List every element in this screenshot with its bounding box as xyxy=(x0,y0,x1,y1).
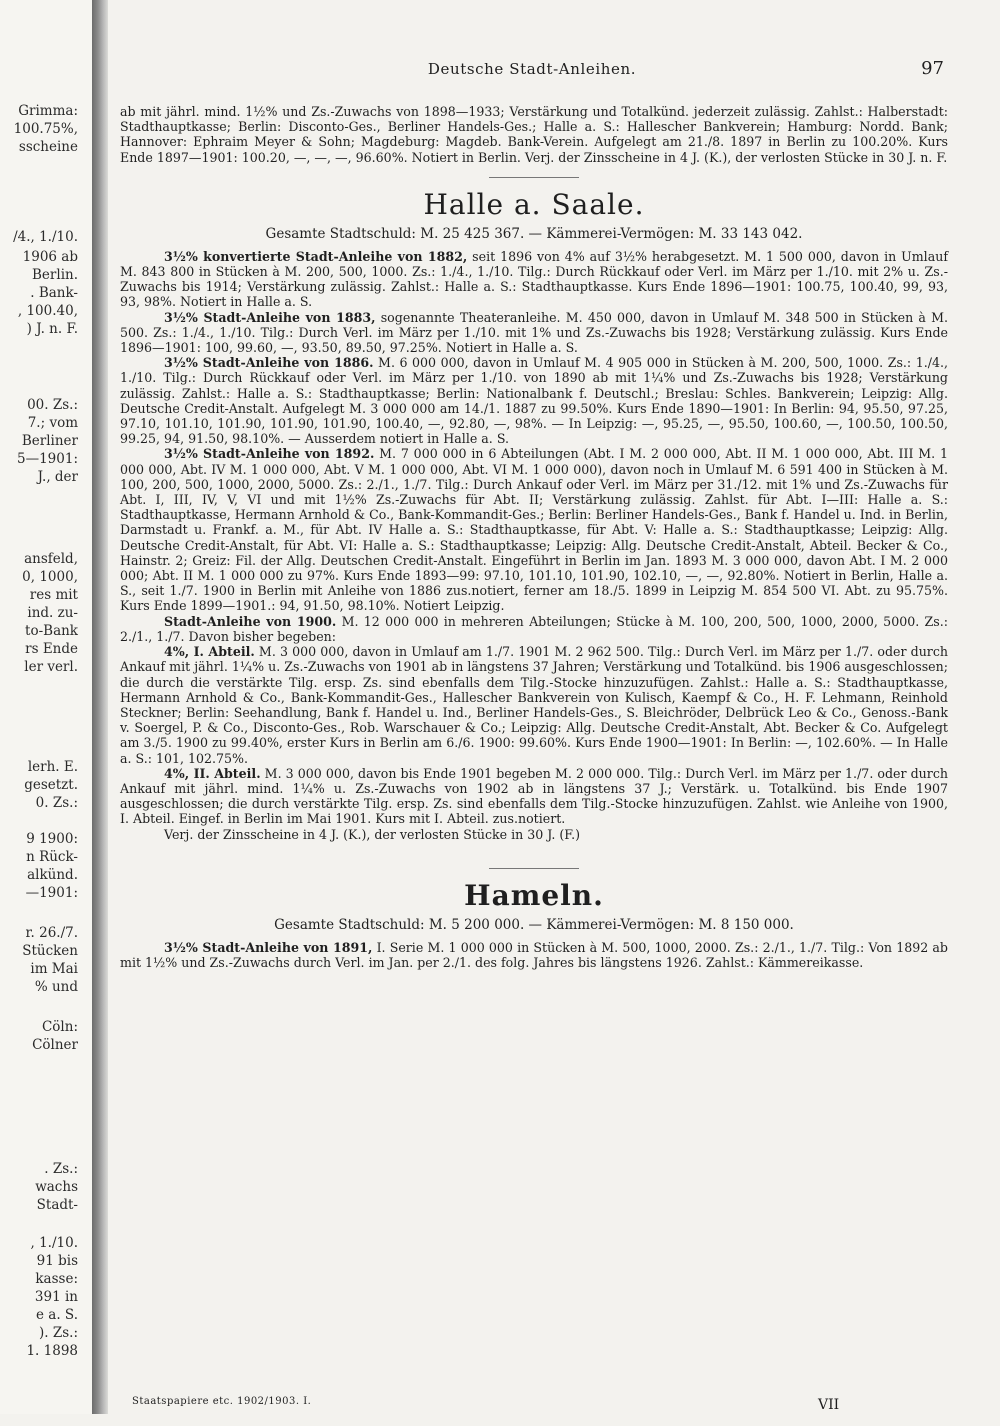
debt-summary-hameln: Gesamte Stadtschuld: M. 5 200 000. — Kämmerei-Vermögen: M. 8 150 000. xyxy=(274,916,794,933)
bond-details: M. 3 000 000, davon in Umlauf am 1./7. 1901 M. 2 962 500. Tilg.: Durch Verl. im März per 1./7. oder durch Ankauf mit jährl. 1¼% u. Zs.-Zuwachs von 1901 ab in längstens 37 Jahren; Verstärkung und Totalkünd. bis 1906 ausgeschlossen; die durch die verstärkte Tilg. ersp. Zs. sind ebenfalls dem Tilg.-Stocke hinzuzufügen. Zahlst.: Halle a. S.: Stadthauptkasse, Hermann Arnhold & Co., Bank-Kommandit-Ges., Hallescher Bankverein von Kulisch, Kaempf & Co., H. F. Lehmann, Reinhold Steckner; Berlin: Seehandlung, Bank f. Handel u. Ind., Berliner Handels-Ges., S. Bleichröder, Delbrück Leo & Co., Genoss.-Bank v. Soergel, P. & Co., Disconto-Ges., Rob. Warschauer & Co.; Leipzig: Allg. Deutsche Credit-Anstalt, Abt. Becker & Co. Aufgelegt am 3./5. 1900 zu 99.40%, erster Kurs in Berlin am 6./6. 1900: 99.60%. Kurs Ende 1900—1901: In Berlin: —, 102.60%. — In Halle a. S.: 101, 102.75%. xyxy=(120,644,948,766)
bond-heading: 3½% Stadt-Anleihe von 1886. xyxy=(164,355,374,371)
adjacent-text-line: 0. Zs.: xyxy=(35,795,78,811)
bond-heading: Stadt-Anleihe von 1900. xyxy=(164,613,337,629)
adjacent-text-line: n Rück- xyxy=(26,849,78,865)
adjacent-text-line: kasse: xyxy=(35,1271,78,1287)
adjacent-text-line: ansfeld, xyxy=(24,551,78,567)
adjacent-text-line: ler verl. xyxy=(24,659,78,675)
adjacent-text-line: —1901: xyxy=(25,885,78,901)
section-divider xyxy=(489,868,579,869)
page xyxy=(116,58,948,1413)
adjacent-text-line: lerh. E. xyxy=(27,759,78,775)
section-divider xyxy=(489,177,579,178)
adjacent-text-line: J., der xyxy=(37,469,78,485)
adjacent-text-line: Stadt- xyxy=(36,1197,78,1213)
bond-heading: 4%, II. Abteil. xyxy=(164,765,261,781)
adjacent-text-line: im Mai xyxy=(30,961,78,977)
bond-entry xyxy=(120,940,948,970)
adjacent-text-line: , 100.40, xyxy=(17,303,78,319)
bond-entry xyxy=(120,766,948,827)
adjacent-text-line: 391 in xyxy=(34,1289,78,1305)
adjacent-text-line: ind. zu- xyxy=(27,605,78,621)
adjacent-text-line: gesetzt. xyxy=(24,777,78,793)
sheet-signature: Staatspapiere etc. 1902/1903. I. xyxy=(132,1396,312,1407)
adjacent-text-line: Berliner xyxy=(21,433,78,449)
city-title-halle: Halle a. Saale. xyxy=(423,187,645,221)
adjacent-text-line: Stücken xyxy=(22,943,78,959)
adjacent-text-line: /4., 1./10. xyxy=(13,229,78,245)
hameln-entries xyxy=(120,940,948,970)
bond-entry xyxy=(120,614,948,644)
adjacent-text-line: 1. 1898 xyxy=(26,1343,78,1359)
bond-entry xyxy=(120,249,948,310)
bond-heading: 3½% Stadt-Anleihe von 1892. xyxy=(164,446,375,462)
bond-details: M. 7 000 000 in 6 Abteilungen (Abt. I M. 2 000 000, Abt. II M. 1 000 000, Abt. III M. 1 000 000, Abt. IV M. 1 000 000, Abt. V M. 1 000 000, Abt. VI M. 1 000 000), davon noch in Umlauf M. 6 591 400 in Stücken à M. 100, 200, 500, 1000, 2000, 5000. Zs.: 2./1., 1./7. Tilg.: Durch Ankauf oder Verl. im März per 31./12. mit 1% und Zs.-Zuwachs für Abt. I, III, IV, V, VI und mit 1½% Zs.-Zuwachs für Abt. II; Verstärkung zulässig. Zahlst. für Abt. I—III: Halle a. S.: Stadthauptkasse, Hermann Arnhold & Co., Bank-Kommandit-Ges.; Berlin: Berliner Handels-Ges., Bank f. Handel u. Ind. in Berlin, Darmstadt u. Frankf. a. M., für Abt. IV Halle a. S.: Stadthauptkasse, für Abt. V: Halle a. S.: Stadthauptkasse; Leipzig: Allg. Deutsche Credit-Anstalt, für Abt. VI: Halle a. S.: Stadthauptkasse; Leipzig: Allg. Deutsche Credit-Anstalt, Abteil. Becker & Co., Hainstr. 2; Greiz: Fil. der Allg. Deutschen Credit-Anstalt. Eingeführt in Berlin im Jan. 1893 M. 3 000 000, davon Abt. I M. 2 000 000; Abt. II M. 1 000 000 zu 97%. Kurs Ende 1893—99: 97.10, 101.10, 101.90, 102.10, —, —, 92.80%. Notiert in Berlin, Halle a. S., seit 1./7. 1900 in Berlin mit Anleihe von 1886 zus.notiert, ferner am 18./5. 1899 in Leipzig M. 854 500 VI. Abt. zu 95.75%. Kurs Ende 1899—1901.: 94, 91.50, 98.10%. Notiert Leipzig. xyxy=(120,446,948,614)
bond-details: I. Serie M. 1 000 000 in Stücken à M. 500, 1000, 2000. Zs.: 2./1., 1./7. Tilg.: Von 1892 ab mit 1½% und Zs.-Zuwachs durch Verl. im Jan. per 2./1. des folg. Jahres bis längstens 1926. Zahlst.: Kämmereikasse. xyxy=(120,939,948,970)
adjacent-text-line: r. 26./7. xyxy=(25,925,78,941)
adjacent-text-line: ). Zs.: xyxy=(39,1325,78,1341)
debt-summary-halle: Gesamte Stadtschuld: M. 25 425 367. — Kämmerei-Vermögen: M. 33 143 042. xyxy=(265,225,803,242)
adjacent-text-line: 100.75%, xyxy=(13,121,78,137)
page-number: 97 xyxy=(921,58,944,79)
adjacent-text-line: alkünd. xyxy=(27,867,78,883)
bond-details: M. 6 000 000, davon in Umlauf M. 4 905 000 in Stücken à M. 200, 500, 1000. Zs.: 1./4., 1./10. Tilg.: Durch Rückkauf oder Verl. im März per 1./10. von 1890 ab mit 1¼% und Zs.-Zuwachs bis 1928; Verstärkung zulässig. Zahlst.: Halle a. S.: Stadthauptkasse; Berlin: Nationalbank f. Deutschl.; Breslau: Schles. Bankverein; Leipzig: Allg. Deutsche Credit-Anstalt. Aufgelegt M. 3 000 000 am 14./1. 1887 zu 99.50%. Kurs Ende 1890—1901: In Berlin: 94, 95.50, 97.25, 97.10, 101.10, 101.90, 101.90, 101.90, 100.40, —, 92.80, —, 98%. — In Leipzig: —, 95.25, —, 95.50, 100.60, —, 100.50, 100.50, 99.25, 94, 91.50, 98.10%. — Ausserdem notiert in Halle a. S. xyxy=(120,355,948,447)
bond-heading: 4%, I. Abteil. xyxy=(164,644,255,660)
adjacent-text-line: to-Bank xyxy=(25,623,78,639)
adjacent-text-line: Berlin. xyxy=(32,267,78,283)
halle-entries xyxy=(120,249,948,827)
adjacent-text-line: wachs xyxy=(35,1179,78,1195)
bond-details: M. 12 000 000 in mehreren Abteilungen; Stücke à M. 100, 200, 500, 1000, 2000, 5000. Zs.: 2./1., 1./7. Davon bisher begeben: xyxy=(120,613,948,644)
running-head xyxy=(116,60,948,86)
bond-entry xyxy=(120,644,948,766)
adjacent-text-line: ) J. n. F. xyxy=(26,321,78,337)
bond-heading: 3½% Stadt-Anleihe von 1891, xyxy=(164,939,373,955)
adjacent-text-line: , 1./10. xyxy=(30,1235,78,1251)
binding-gutter xyxy=(92,0,108,1414)
adjacent-page-strip xyxy=(0,0,92,1414)
adjacent-text-line: . Bank- xyxy=(30,285,78,301)
adjacent-text-line: rs Ende xyxy=(25,641,78,657)
adjacent-text-line: 9 1900: xyxy=(26,831,78,847)
adjacent-text-line: sscheine xyxy=(18,139,78,155)
bond-entry xyxy=(120,310,948,356)
adjacent-text-line: . Zs.: xyxy=(44,1161,78,1177)
adjacent-text-line: 91 bis xyxy=(36,1253,78,1269)
closing-note: Verj. der Zinsscheine in 4 J. (K.), der verlosten Stücke in 30 J. (F.) xyxy=(164,826,580,842)
bond-details: M. 3 000 000, davon bis Ende 1901 begeben M. 2 000 000. Tilg.: Durch Verl. im März per 1./7. oder durch Ankauf mit jährl. mind. 1¼% u. Zs.-Zuwachs von 1902 ab in längstens 37 J.; Verstärk. u. Totalkünd. bis Ende 1907 ausgeschlossen; die durch verstärkte Tilg. ersp. Zs. sind ebenfalls dem Tilg.-Stocke hinzuzufügen. Zahlst. wie Anleihe von 1900, I. Abteil. Eingef. in Berlin im Mai 1901. Kurs mit I. Abteil. zus.notiert. xyxy=(120,765,948,827)
adjacent-text-line: % und xyxy=(34,979,78,995)
bond-heading: 3½% konvertierte Stadt-Anleihe von 1882, xyxy=(164,248,468,264)
adjacent-text-line: 1906 ab xyxy=(22,249,78,265)
adjacent-text-line: 0, 1000, xyxy=(22,569,78,585)
adjacent-text-line: res mit xyxy=(29,587,78,603)
footer xyxy=(132,1396,948,1426)
adjacent-text-line: Grimma: xyxy=(18,103,78,119)
intro-paragraph: ab mit jährl. mind. 1½% und Zs.-Zuwachs von 1898—1933; Verstärkung und Totalkünd. jederzeit zulässig. Zahlst.: Halberstadt: Stadthauptkasse; Berlin: Disconto-Ges., Berliner Handels-Ges.; Halle a. S.: Hallescher Bankverein; Hamburg: Nordd. Bank; Hannover: Ephraim Meyer & Sohn; Magdeburg: Magdeb. Bank-Verein. Aufgelegt am 21./8. 1897 in Berlin zu 100.20%. Kurs Ende 1897—1901: 100.20, —, —, —, 96.60%. Notiert in Berlin. Verj. der Zinsscheine in 4 J. (K.), der verlosten Stücke in 30 J. n. F. xyxy=(120,104,948,165)
adjacent-text-line: Cölner xyxy=(32,1037,78,1053)
page-body xyxy=(120,104,948,970)
adjacent-text-line: 5—1901: xyxy=(17,451,78,467)
adjacent-text-line: Cöln: xyxy=(41,1019,78,1035)
adjacent-text-line: 00. Zs.: xyxy=(27,397,78,413)
bond-heading: 3½% Stadt-Anleihe von 1883, xyxy=(164,309,376,325)
running-title: Deutsche Stadt-Anleihen. xyxy=(427,60,637,78)
bond-details: seit 1896 von 4% auf 3½% herabgesetzt. M. 1 500 000, davon in Umlauf M. 843 800 in Stücken à M. 200, 500, 1000. Zs.: 1./4., 1./10. Tilg.: Durch Rückkauf oder Verl. im März per 1./10. mit 2% u. Zs.-Zuwachs bis 1914; Verstärkung zulässig. Zahlst.: Halle a. S.: Stadthauptkasse. Kurs Ende 1896—1901: 100.75, 100.40, 99, 93, 93, 98%. Notiert in Halle a. S. xyxy=(120,248,948,310)
bond-entry xyxy=(120,446,948,613)
bond-details: sogenannte Theateranleihe. M. 450 000, davon in Umlauf M. 348 500 in Stücken à M. 500. Zs.: 1./4., 1./10. Tilg.: Durch Verl. im März per 1./10. mit 1% und Zs.-Zuwachs bis 1928; Verstärkung zulässig. Kurs Ende 1896—1901: 100, 99.60, —, 93.50, 89.50, 97.25%. Notiert in Halle a. S. xyxy=(120,309,948,356)
sheet-mark: VII xyxy=(818,1397,840,1413)
adjacent-text-line: e a. S. xyxy=(36,1307,78,1323)
city-title-hameln: Hameln. xyxy=(464,878,604,912)
bond-entry xyxy=(120,355,948,446)
adjacent-text-line: 7.; vom xyxy=(27,415,78,431)
